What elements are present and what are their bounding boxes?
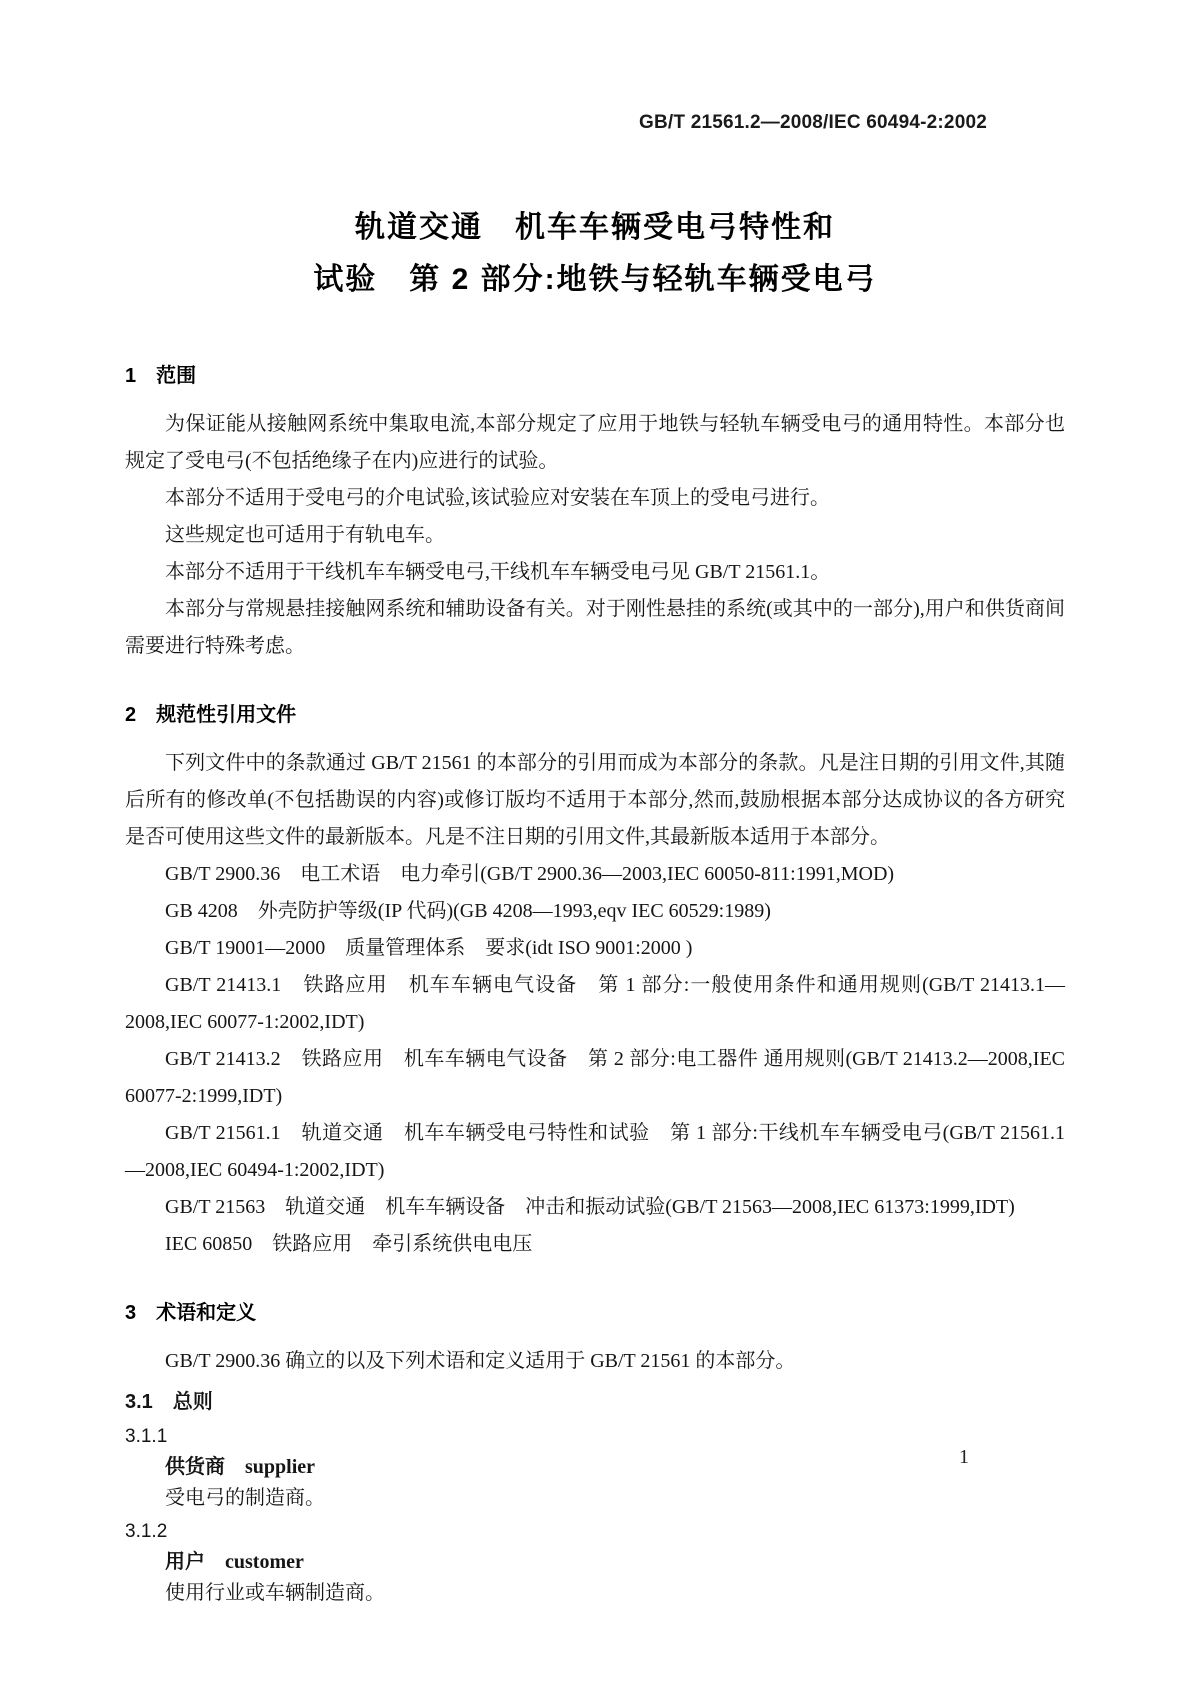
term-entry-customer xyxy=(125,1516,1065,1609)
page-number: 1 xyxy=(959,1446,969,1468)
scope-paragraph-4: 本部分不适用于干线机车车辆受电弓,干线机车车辆受电弓见 GB/T 21561.1。 xyxy=(165,561,831,583)
terms-intro: GB/T 2900.36 确立的以及下列术语和定义适用于 GB/T 21561 的本部分。 xyxy=(165,1350,796,1372)
term-number: 3.1.2 xyxy=(125,1521,168,1542)
term-entry-supplier xyxy=(125,1421,1065,1514)
scope-paragraph-3: 这些规定也可适用于有轨电车。 xyxy=(165,524,445,546)
reference-item-2: GB 4208 外壳防护等级(IP 代码)(GB 4208—1993,eqv IEC 60529:1989) xyxy=(165,900,771,922)
section-terms-definitions xyxy=(125,1299,1065,1609)
section-scope xyxy=(125,362,1065,665)
standard-code: GB/T 21561.2—2008/IEC 60494-2:2002 xyxy=(639,112,987,133)
term-title: 供货商 supplier xyxy=(165,1456,316,1478)
title-line-2: 试验 第 2 部分:地铁与轻轨车辆受电弓 xyxy=(313,263,877,296)
scope-paragraph-5: 本部分与常规悬挂接触网系统和辅助设备有关。对于刚性悬挂的系统(或其中的一部分),用户和供货商间需要进行特殊考虑。 xyxy=(125,598,1065,657)
scope-paragraph-1: 为保证能从接触网系统中集取电流,本部分规定了应用于地铁与轻轨车辆受电弓的通用特性。本部分也规定了受电弓(不包括绝缘子在内)应进行的试验。 xyxy=(125,413,1065,472)
document-header xyxy=(125,112,1065,134)
scope-paragraph-2: 本部分不适用于受电弓的介电试验,该试验应对安装在车顶上的受电弓进行。 xyxy=(165,487,830,509)
reference-item-8: IEC 60850 铁路应用 牵引系统供电电压 xyxy=(165,1233,533,1255)
references-intro: 下列文件中的条款通过 GB/T 21561 的本部分的引用而成为本部分的条款。凡是注日期的引用文件,其随后所有的修改单(不包括勘误的内容)或修订版均不适用于本部分,然而,鼓励根据本部分达成协议的各方研究是否可使用这些文件的最新版本。凡是不注日期的引用文件,其最新版本适用于本部分。 xyxy=(125,752,1065,848)
reference-item-6: GB/T 21561.1 轨道交通 机车车辆受电弓特性和试验 第 1 部分:干线机车车辆受电弓(GB/T 21561.1—2008,IEC 60494-1:2002,IDT) xyxy=(125,1122,1065,1181)
reference-item-3: GB/T 19001—2000 质量管理体系 要求(idt ISO 9001:2000 ) xyxy=(165,937,693,959)
reference-item-4: GB/T 21413.1 铁路应用 机车车辆电气设备 第 1 部分:一般使用条件和通用规则(GB/T 21413.1—2008,IEC 60077-1:2002,IDT) xyxy=(125,974,1065,1033)
section-references-heading: 2 规范性引用文件 xyxy=(125,704,297,726)
reference-item-5: GB/T 21413.2 铁路应用 机车车辆电气设备 第 2 部分:电工器件 通用规则(GB/T 21413.2—2008,IEC 60077-2:1999,IDT) xyxy=(125,1048,1065,1107)
section-normative-references xyxy=(125,701,1065,1263)
term-definition: 使用行业或车辆制造商。 xyxy=(165,1582,385,1604)
reference-item-1: GB/T 2900.36 电工术语 电力牵引(GB/T 2900.36—2003,IEC 60050-811:1991,MOD) xyxy=(165,863,895,885)
section-scope-heading: 1 范围 xyxy=(125,365,197,387)
reference-item-7: GB/T 21563 轨道交通 机车车辆设备 冲击和振动试验(GB/T 21563—2008,IEC 61373:1999,IDT) xyxy=(165,1196,1015,1218)
term-definition: 受电弓的制造商。 xyxy=(165,1487,325,1509)
title-line-1: 轨道交通 机车车辆受电弓特性和 xyxy=(355,211,835,244)
document-title xyxy=(125,202,1065,306)
term-title: 用户 customer xyxy=(165,1551,304,1573)
term-number: 3.1.1 xyxy=(125,1426,168,1447)
section-terms-heading: 3 术语和定义 xyxy=(125,1302,257,1324)
terms-general-heading: 3.1 总则 xyxy=(125,1391,213,1413)
